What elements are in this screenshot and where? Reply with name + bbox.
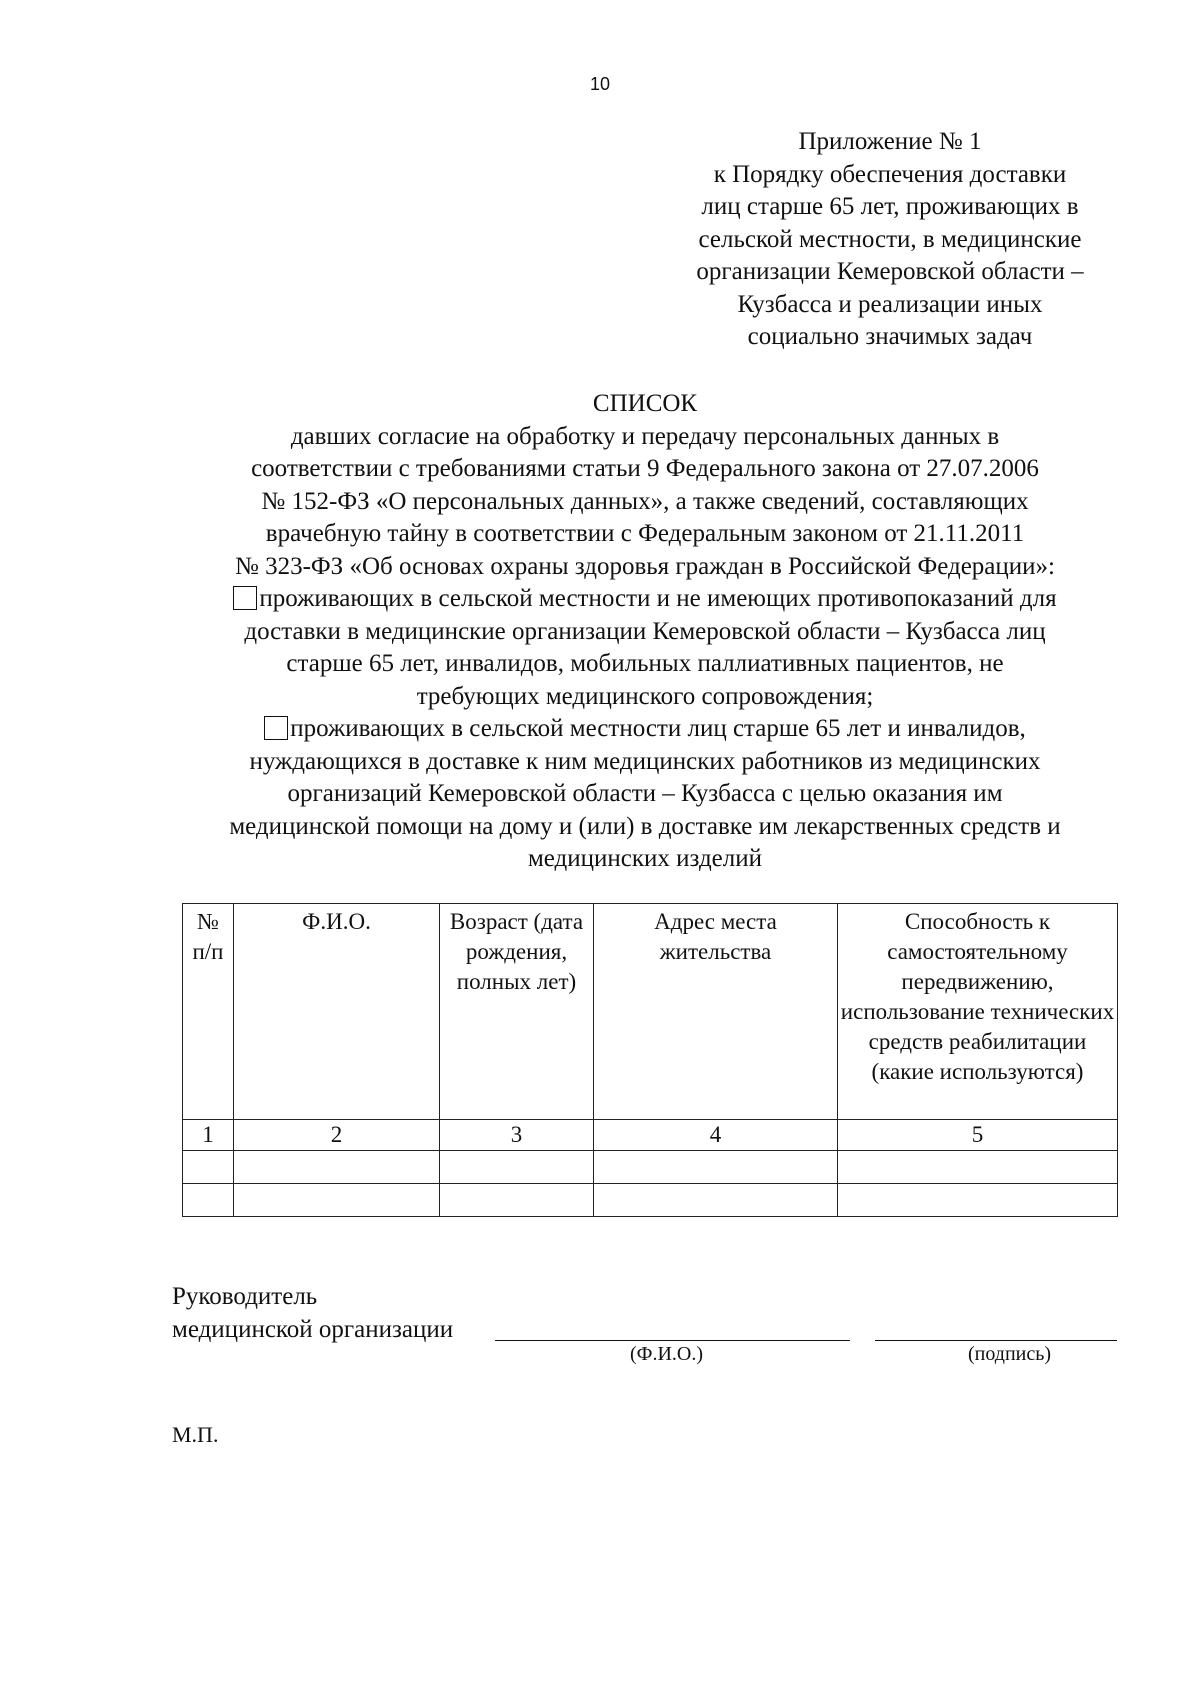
stamp-placeholder: М.П. (172, 1422, 219, 1447)
fio-caption: (Ф.И.О.) (630, 1343, 704, 1365)
column-number: 5 (838, 1120, 1118, 1151)
column-number: 1 (183, 1120, 234, 1151)
column-number-row (183, 1120, 1118, 1151)
signature-block (172, 1280, 1132, 1346)
list-block (160, 388, 1130, 876)
appendix-line: к Порядку обеспечения доставки (713, 160, 1067, 188)
option-2-line: медицинской помощи на дому и (или) в доставке им лекарственных средств и (229, 812, 1061, 840)
option-2 (160, 713, 1130, 746)
table-cell[interactable] (440, 1184, 594, 1217)
signer-role-line-1: Руководитель (172, 1283, 318, 1310)
table-cell[interactable] (838, 1184, 1118, 1217)
option-1-line: проживающих в сельской местности и не имеющих противопоказаний для (259, 585, 1057, 612)
appendix-line: лиц старше 65 лет, проживающих в (701, 193, 1079, 220)
header-fio: Ф.И.О. (234, 904, 440, 1120)
option-2-line: организаций Кемеровской области – Кузбасса с целью оказания им (287, 780, 1003, 807)
header-age: Возраст (дата рождения, полных лет) (440, 904, 594, 1120)
intro-line: соответствии с требованиями статьи 9 Федерального закона от 27.07.2006 (251, 455, 1039, 482)
option-2-line: проживающих в сельской местности лиц старше 65 лет и инвалидов, (290, 715, 1026, 742)
appendix-line: Кузбасса и реализации иных (737, 290, 1043, 318)
appendix-line: сельской местности, в медицинские (698, 225, 1082, 253)
option-1-line: доставки в медицинские организации Кемеровской области – Кузбасса лиц (244, 617, 1046, 645)
signature-line[interactable] (875, 1340, 1117, 1341)
fio-signature-line[interactable] (495, 1340, 850, 1341)
intro-line: № 152-ФЗ «О персональных данных», а также сведений, составляющих (261, 487, 1029, 515)
table-cell[interactable] (234, 1151, 440, 1184)
column-number: 3 (440, 1120, 594, 1151)
appendix-header (660, 126, 1120, 354)
table-cell[interactable] (440, 1151, 594, 1184)
table-row (183, 1151, 1118, 1184)
option-2-line: нуждающихся в доставке к ним медицинских работников из медицинских (249, 747, 1041, 775)
option-1-checkbox[interactable] (233, 586, 257, 610)
column-number: 2 (234, 1120, 440, 1151)
column-number: 4 (594, 1120, 838, 1151)
table-header-row (183, 904, 1118, 1120)
header-number: № п/п (183, 904, 234, 1120)
list-title: СПИСОК (592, 390, 698, 417)
option-2-checkbox[interactable] (264, 716, 288, 740)
page-number: 10 (589, 74, 611, 94)
table-cell[interactable] (183, 1184, 234, 1217)
register-table (182, 903, 1118, 1217)
option-1-line: старше 65 лет, инвалидов, мобильных паллиативных пациентов, не (286, 650, 1004, 677)
appendix-line: социально значимых задач (747, 323, 1033, 350)
header-address: Адрес места жительства (594, 904, 838, 1120)
table-cell[interactable] (234, 1184, 440, 1217)
option-1-line: требующих медицинского сопровождения; (416, 682, 874, 710)
table-cell[interactable] (183, 1151, 234, 1184)
signature-caption: (подпись) (968, 1343, 1052, 1365)
signer-role-line-2: медицинской организации (172, 1316, 454, 1343)
option-2-line: медицинских изделий (527, 845, 763, 872)
appendix-line: организации Кемеровской области – (696, 258, 1084, 285)
option-1 (160, 583, 1130, 616)
table-cell[interactable] (594, 1151, 838, 1184)
intro-line: врачебную тайну в соответствии с Федеральным законом от 21.11.2011 (265, 520, 1025, 547)
table-cell[interactable] (838, 1151, 1118, 1184)
table-cell[interactable] (594, 1184, 838, 1217)
appendix-line: Приложение № 1 (798, 128, 982, 155)
table-row (183, 1184, 1118, 1217)
intro-line: № 323-ФЗ «Об основах охраны здоровья граждан в Российской Федерации»: (235, 552, 1055, 580)
header-mobility: Способность к самостоятельному передвижению, использование технических средств реабилитации (какие используются) (838, 904, 1118, 1120)
intro-line: давших согласие на обработку и передачу персональных данных в (290, 422, 1000, 450)
